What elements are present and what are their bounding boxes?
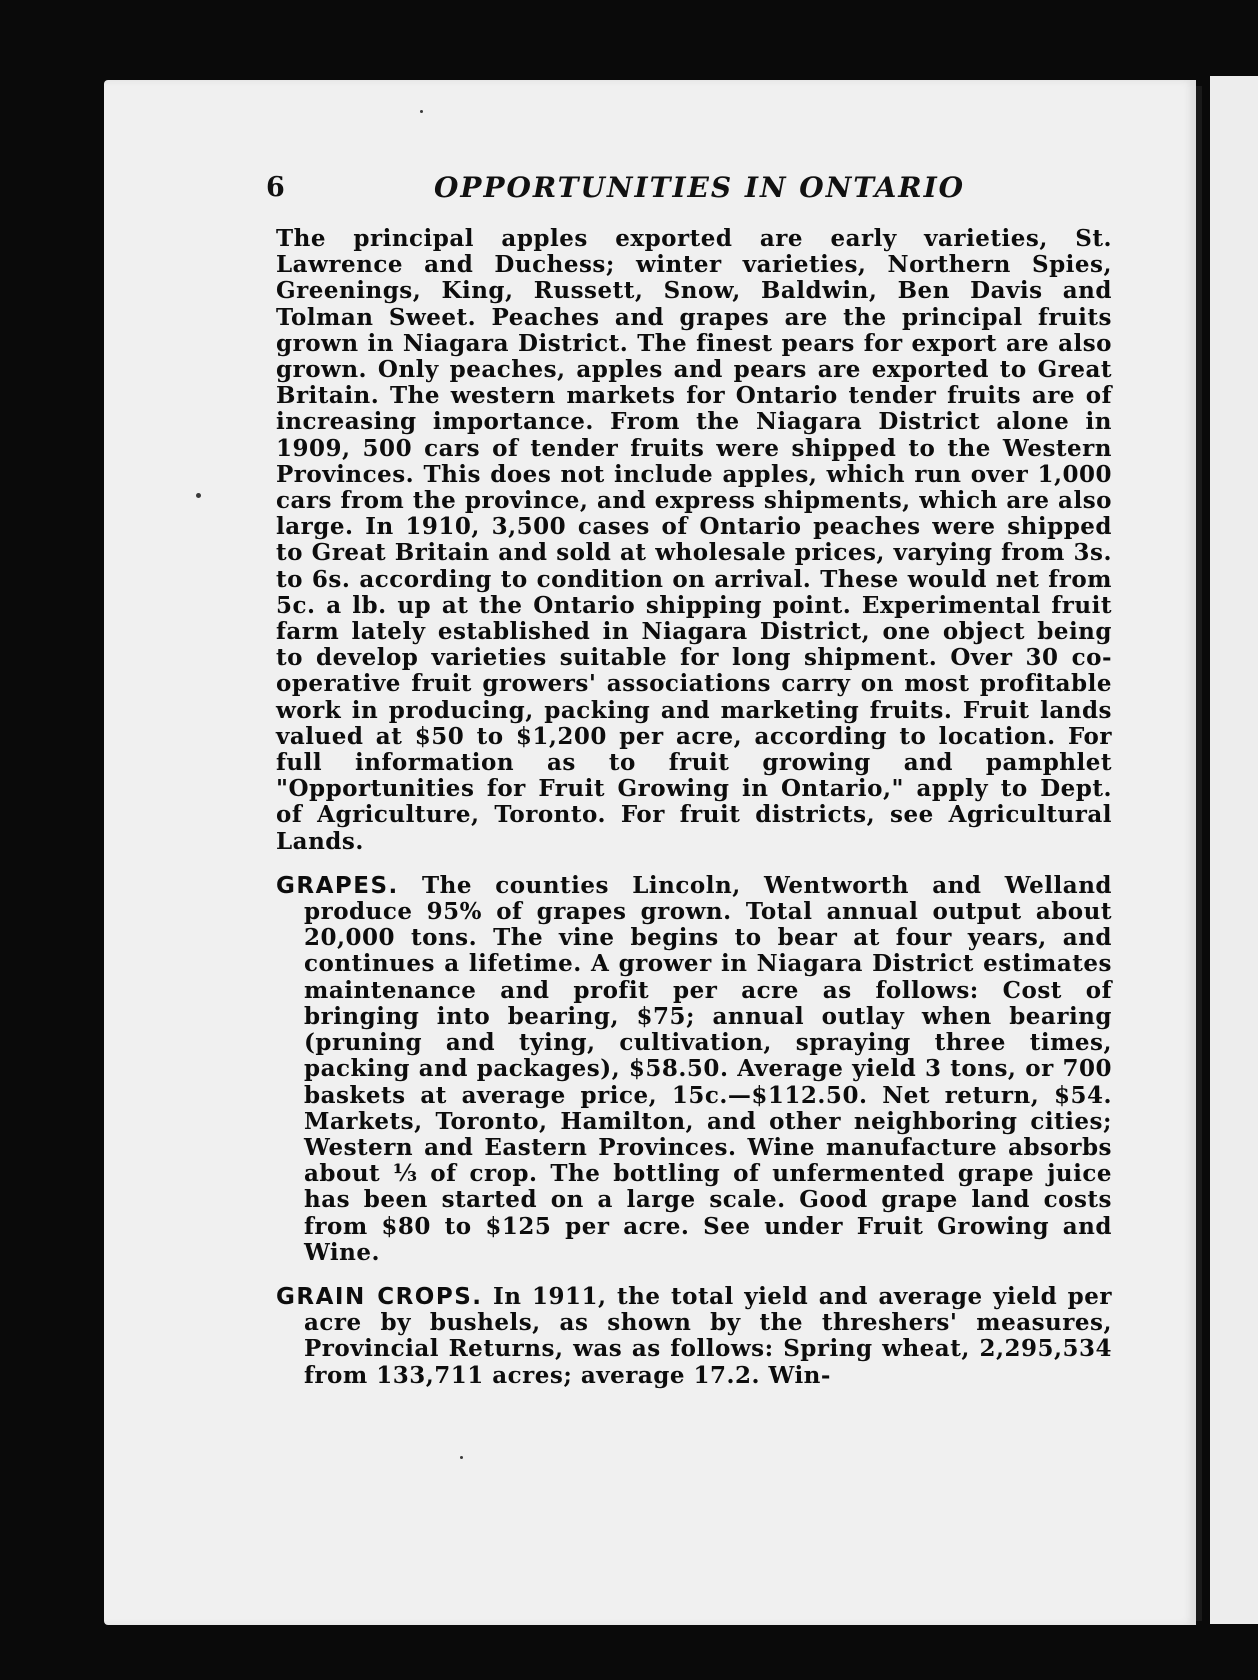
adjacent-page-edge — [1210, 76, 1258, 1624]
paragraph-fruit-exports — [276, 226, 1112, 855]
paragraph-grapes — [276, 873, 1112, 1266]
page-number: 6 — [266, 172, 285, 203]
page-gutter-shadow — [1196, 86, 1202, 1621]
dust-speck — [460, 1456, 463, 1459]
section-heading-grapes: GRAPES. — [276, 872, 399, 899]
running-head — [266, 168, 966, 208]
paragraph-text: The principal apples exported are early varieties, St. Lawrence and Duchess; winter varieties, Northern Spies, Greenings, King, Russett, Snow, Baldwin, Ben Davis and Tolman Sweet. Peaches and grapes are the principal fruits grown in Niagara District. The finest pears for export are also grown. Only peaches, apples and pears are exported to Great Britain. The western markets for Ontario tender fruits are of increasing importance. From the Niagara District alone in 1909, 500 cars of tender fruits were shipped to the Western Provinces. This does not include apples, which run over 1,000 cars from the province, and express shipments, which are also large. In 1910, 3,500 cases of Ontario peaches were shipped to Great Britain and sold at wholesale prices, varying from 3s. to 6s. according to condition on arrival. These would net from 5c. a lb. up at the Ontario shipping point. Experimental fruit farm lately established in Niagara District, one object being to develop varieties suitable for long shipment. Over 30 co-operative fruit growers' associations carry on most profitable work in producing, packing and marketing fruits. Fruit lands valued at $50 to $1,200 per acre, according to location. For full information as to fruit growing and pamphlet "Opportunities for Fruit Growing in Ontario," apply to Dept. of Agriculture, Toronto. For fruit districts, see Agricultural Lands. — [276, 225, 1112, 855]
paragraph-text: The counties Lincoln, Wentworth and Welland produce 95% of grapes grown. Total annual output about 20,000 tons. The vine begins to bear at four years, and continues a lifetime. A grower in Niagara District estimates maintenance and profit per acre as follows: Cost of bringing into bearing, $75; annual outlay when bearing (pruning and tying, cultivation, spraying three times, packing and packages), $58.50. Average yield 3 tons, or 700 baskets at average price, 15c.—$112.50. Net return, $54. Markets, Toronto, Hamilton, and other neighboring cities; Western and Eastern Provinces. Wine manufacture absorbs about ⅓ of crop. The bottling of unfermented grape juice has been started on a large scale. Good grape land costs from $80 to $125 per acre. See under Fruit Growing and Wine. — [304, 871, 1112, 1266]
dust-speck — [420, 110, 423, 113]
page-title: OPPORTUNITIES IN ONTARIO — [434, 171, 966, 204]
section-heading-grain-crops: GRAIN CROPS. — [276, 1283, 483, 1310]
dust-speck — [196, 493, 201, 498]
paragraph-grain-crops — [276, 1284, 1112, 1389]
paragraph-text: In 1911, the total yield and average yield per acre by bushels, as shown by the threshers' measures, Provincial Returns, was as follows: Spring wheat, 2,295,534 from 133,711 acres; average 17.2. Win- — [304, 1282, 1112, 1389]
body-text — [276, 226, 1112, 1407]
